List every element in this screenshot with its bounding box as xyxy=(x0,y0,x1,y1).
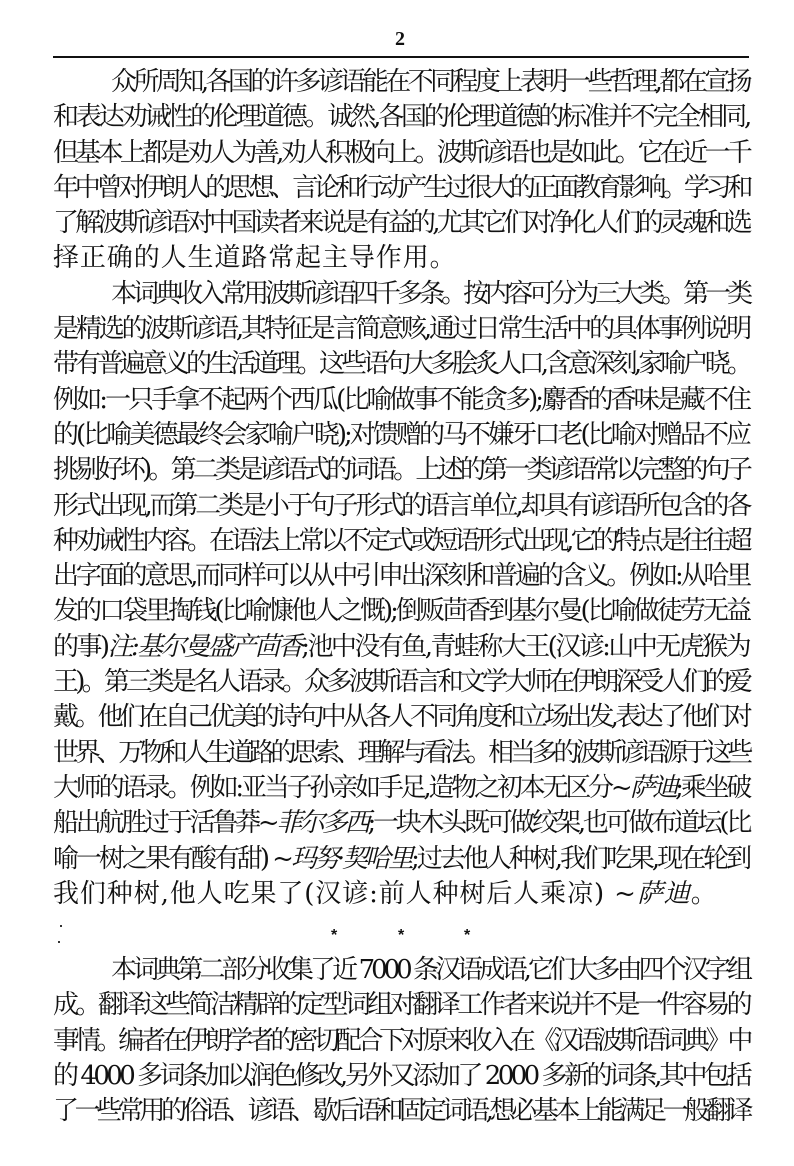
text-line: 众所周知,各国的许多谚语能在不同程度上表明一些哲理,都在宣扬 xyxy=(111,67,749,97)
body-text xyxy=(53,65,749,912)
text-line: 年中曾对伊朗人的思想、言论和行动产生过很大的正面教育影响。学习和 xyxy=(53,172,749,203)
page-number: 2 xyxy=(395,28,405,50)
author-name: 萨迪 xyxy=(629,772,676,803)
text-segment: ;过去他人种树,我们吃果,现在轮到 xyxy=(411,843,749,874)
text-line: 的(比喻美德最终会家喻户晓);对馈赠的马不嫌牙口老(比喻对赠品不应 xyxy=(53,419,749,450)
text-line-with-author xyxy=(53,877,749,912)
text-line: 成。翻译这些简洁精辟的定型词组对翻译工作者来说并不是一件容易的 xyxy=(53,990,749,1021)
text-segment: 。 xyxy=(690,878,718,909)
text-line: 例如:一只手拿不起两个西瓜(比喻做事不能贪多);麝香的香味是藏不住 xyxy=(53,384,749,415)
text-line: 出字面的意思,而同样可以从中引申出深刻和普遍的含义。例如:从哈里 xyxy=(53,561,749,592)
text-line-with-author xyxy=(53,771,749,806)
text-line: 形式出现,而第二类是小于句子形式的语言单位,却具有谚语所包含的各 xyxy=(53,490,749,521)
text-segment: ;一块木头既可做绞架,也可做布道坛(比 xyxy=(367,808,749,839)
text-segment: 的事) xyxy=(53,631,108,662)
text-line: 了解波斯谚语对中国读者来说是有益的,尤其它们对净化人们的灵魂和选 xyxy=(53,208,749,239)
asterisk-icon: * xyxy=(331,927,338,944)
text-line-with-author xyxy=(53,806,749,841)
text-segment: 喻一树之果有酸有甜) ~ xyxy=(53,843,291,874)
text-line: 世界、万物和人生道路的思索、理解与看法。相当多的波斯谚语源于这些 xyxy=(53,737,749,768)
text-segment: ;池中没有鱼,青蛙称大王(汉谚:山中无虎猴为 xyxy=(301,631,749,662)
text-line: 的 4000 多词条加以润色修改,另外又添加了 2000 多新的词条,其中包括 xyxy=(53,1060,749,1091)
text-line-with-author xyxy=(53,842,749,877)
text-line: 本词典收入常用波斯谚语四千多条。按内容可分为三大类。第一类 xyxy=(111,278,749,309)
asterisk-icon: * xyxy=(464,927,471,944)
text-line: 是精选的波斯谚语,其特征是言简意赅,通过日常生活中的具体事例说明 xyxy=(53,314,749,345)
scan-speck xyxy=(60,925,62,927)
asterisk-icon: * xyxy=(398,927,405,944)
text-segment: 船出航胜过于活鲁莽~ xyxy=(53,808,277,839)
text-line: 事情。编者在伊朗学者的密切配合下对原来收入在《汉语波斯语词典》中 xyxy=(53,1025,749,1056)
text-segment: 我们种树,他人吃果了(汉谚:前人种树后人乘凉) ~ xyxy=(53,878,637,909)
text-line: 种劝诫性内容。在语法上常以不定式或短语形式出现,它的特点是往往超 xyxy=(53,525,749,556)
scan-speck xyxy=(58,941,60,943)
author-name: 玛努·契哈里 xyxy=(290,843,412,874)
header-rule xyxy=(53,56,749,58)
author-name: 菲尔多西 xyxy=(276,808,368,839)
paragraph-intro xyxy=(53,65,749,277)
text-line: 本词典第二部分收集了近 7000 条汉语成语,它们大多由四个汉字组 xyxy=(111,955,749,985)
text-line: 挑剔好坏)。第二类是谚语式的词语。上述的第一类谚语常以完整的句子 xyxy=(53,455,749,486)
text-line: 发的口袋里掏钱(比喻慷他人之慨);倒贩茴香到基尔曼(比喻做徒劳无益 xyxy=(53,596,749,627)
author-name: 萨迪 xyxy=(636,878,691,909)
text-line: 和表达劝诫性的伦理道德。诚然,各国的伦理道德的标准并不完全相同, xyxy=(53,102,749,133)
text-segment: ;乘坐破 xyxy=(675,772,749,803)
text-line: 带有普遍意义的生活道理。这些语句大多脍炙人口,含意深刻,家喻户晓。 xyxy=(53,349,749,380)
text-line: 王)。第三类是名人语录。众多波斯语言和文学大师在伊朗深受人们的爱 xyxy=(53,667,749,698)
paragraph-categories xyxy=(53,277,749,912)
text-line: 择正确的人生道路常起主导作用。 xyxy=(53,243,457,274)
text-line: 但基本上都是劝人为善,劝人积极向上。波斯谚语也是如此。它在近一千 xyxy=(53,137,749,168)
text-line: 了一些常用的俗语、谚语、歇后语和固定词语,想必基本上能满足一般翻译 xyxy=(53,1096,749,1127)
paragraph-idioms xyxy=(53,953,749,1129)
text-segment: 大师的语录。例如:亚当子孙亲如手足,造物之初本无区分~ xyxy=(53,772,630,803)
section-separator xyxy=(0,924,794,948)
text-line: 戴。他们在自己优美的诗句中从各人不同角度和立场出发,表达了他们对 xyxy=(53,702,749,733)
italic-note: 注:基尔曼盛产茴香 xyxy=(107,631,302,662)
text-line-with-note xyxy=(53,630,749,665)
